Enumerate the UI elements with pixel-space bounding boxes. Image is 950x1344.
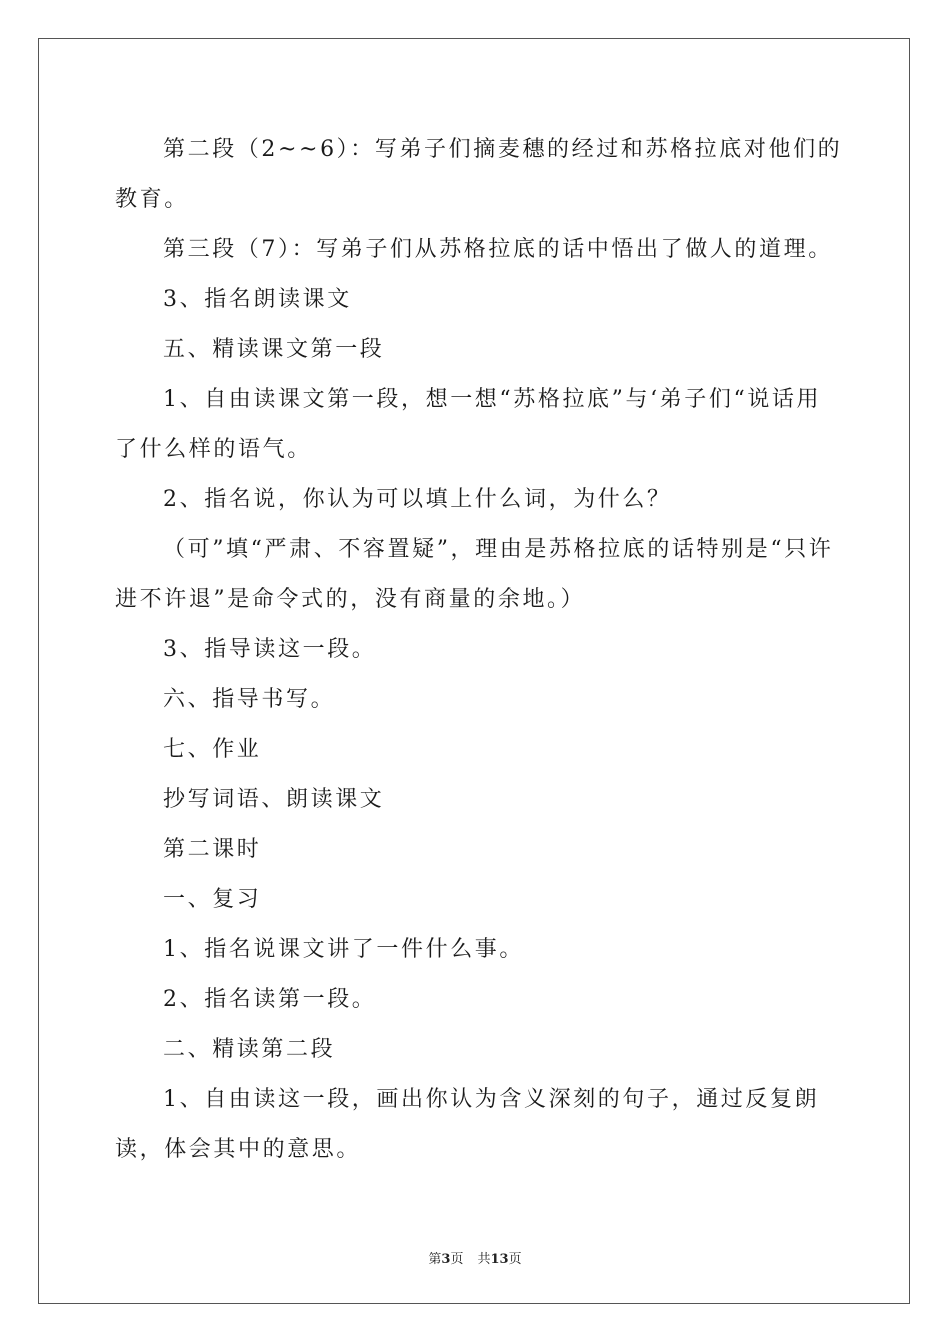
total-page-count: 13 <box>490 1252 509 1267</box>
paragraph: 1、自由读这一段，画出你认为含义深刻的句子，通过反复朗读，体会其中的意思。 <box>115 1087 820 1162</box>
paragraph: 五、精读课文第一段 <box>163 337 385 362</box>
paragraph: 第二段（2~~6）：写弟子们摘麦穗的经过和苏格拉底对他们的教育。 <box>115 137 843 212</box>
paragraph: 2、指名读第一段。 <box>163 987 377 1012</box>
page-prefix: 第 <box>428 1252 442 1267</box>
total-suffix: 页 <box>508 1252 522 1267</box>
document-body <box>115 125 845 1175</box>
page-suffix: 页 <box>450 1252 464 1267</box>
paragraph: 3、指导读这一段。 <box>163 637 377 662</box>
paragraph: 抄写词语、朗读课文 <box>163 787 385 812</box>
paragraph: 二、精读第二段 <box>163 1037 336 1062</box>
paragraph: （可”填“严肃、不容置疑”，理由是苏格拉底的话特别是“只许进不许退”是命令式的，没有商量的余地。） <box>115 537 834 612</box>
total-prefix: 共 <box>477 1252 491 1267</box>
paragraph: 1、指名说课文讲了一件什么事。 <box>163 937 524 962</box>
paragraph: 第二课时 <box>163 837 262 862</box>
paragraph: 七、作业 <box>163 737 262 762</box>
paragraph: 六、指导书写。 <box>163 687 336 712</box>
paragraph: 1、自由读课文第一段，想一想“苏格拉底”与‘弟子们“说话用了什么样的语气。 <box>115 387 822 462</box>
current-page-number: 3 <box>441 1252 451 1267</box>
paragraph: 3、指名朗读课文 <box>163 287 352 312</box>
paragraph: 一、复习 <box>163 887 262 912</box>
page-footer <box>0 1248 950 1267</box>
paragraph: 第三段（7）：写弟子们从苏格拉底的话中悟出了做人的道理。 <box>163 237 833 262</box>
paragraph: 2、指名说，你认为可以填上什么词，为什么？ <box>163 487 672 512</box>
